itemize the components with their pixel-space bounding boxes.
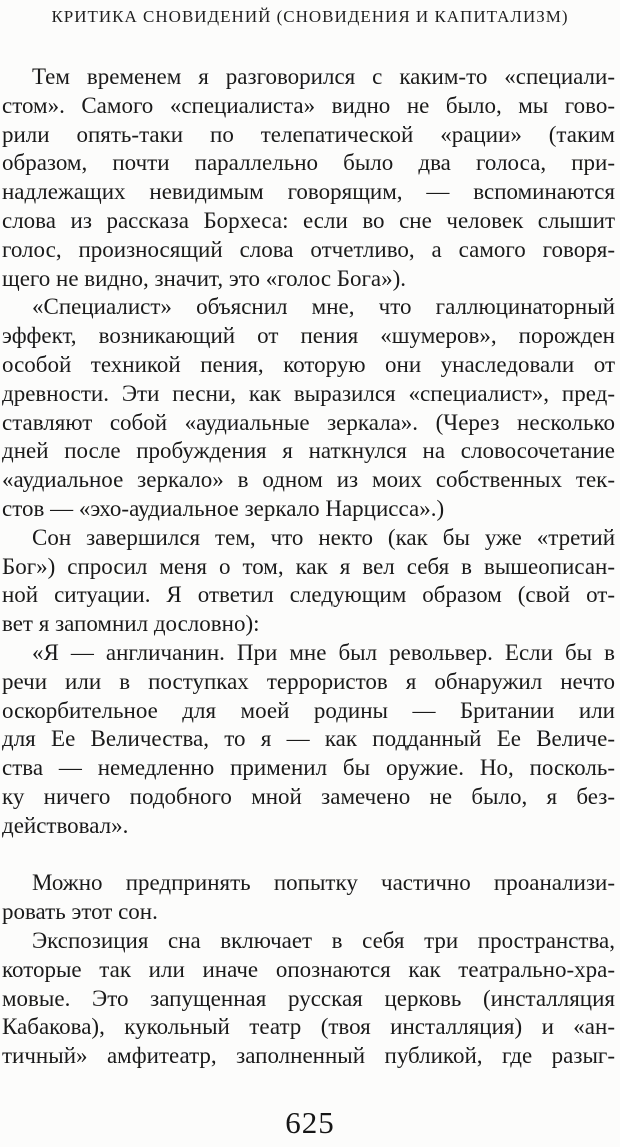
- page-text: [2, 63, 615, 1071]
- text-line: Сон завершился тем, что некто (как бы уже «третий: [32, 524, 615, 550]
- text-line: образом, почти параллельно было два голоса, при-: [2, 150, 615, 176]
- text-line: Экспозиция сна включает в себя три пространства,: [32, 927, 615, 953]
- paragraph: [2, 524, 615, 639]
- text-line: Тем временем я разговорился с каким-то «специали-: [32, 64, 615, 89]
- section-break: [2, 841, 615, 870]
- text-line: вет я запомнил дословно):: [2, 611, 260, 637]
- text-line: эффект, возникающий от пения «шумеров», порожден: [2, 323, 615, 349]
- text-line: стом». Самого «специалиста» видно не было, мы гово-: [2, 92, 615, 118]
- text-line: Можно предпринять попытку частично проанализи-: [32, 870, 615, 896]
- text-line: щего не видно, значит, это «голос Бога»).: [2, 265, 407, 291]
- text-line: оскорбительное для моей родины — Британии или: [2, 697, 615, 723]
- paragraph: [2, 639, 615, 841]
- paragraph: [2, 869, 615, 927]
- text-line: дней после пробуждения я наткнулся на словосочетание: [2, 438, 615, 464]
- text-line: голос, произносящий слова отчетливо, а самого говоря-: [2, 236, 615, 262]
- text-line: тичный» амфитеатр, заполненный публикой, где разыг-: [2, 1043, 615, 1069]
- text-line: ровать этот сон.: [2, 899, 158, 925]
- text-line: Бог») спросил меня о том, как я вел себя в вышеописан-: [2, 553, 615, 579]
- text-line: которые так или иначе опознаются как театрально-хра-: [2, 956, 615, 982]
- text-line: рили опять-таки по телепатической «рации» (таким: [2, 121, 615, 147]
- text-line: «Специалист» объяснил мне, что галлюцинаторный: [32, 294, 615, 320]
- text-line: особой техникой пения, которую они унаследовали от: [2, 351, 615, 377]
- paragraph: [2, 293, 615, 523]
- text-line: надлежащих невидимым говорящим, — вспоминаются: [2, 179, 615, 205]
- page-number: 625: [285, 1104, 335, 1140]
- text-line: «аудиальное зеркало» в одном из моих собственных тек-: [2, 467, 615, 493]
- text-line: ставляют собой «аудиальные зеркала». (Через несколько: [2, 409, 615, 435]
- text-line: ства — немедленно применил бы оружие. Но, посколь-: [2, 755, 615, 781]
- text-line: древности. Эти песни, как выразился «специалист», пред-: [2, 380, 615, 406]
- text-line: ной ситуации. Я ответил следующим образом (свой от-: [2, 582, 615, 608]
- running-header: КРИТИКА СНОВИДЕНИЙ (СНОВИДЕНИЯ И КАПИТАЛИЗМ): [51, 7, 569, 26]
- text-line: действовал».: [2, 812, 129, 838]
- text-line: «Я — англичанин. При мне был револьвер. Если бы в: [32, 639, 615, 665]
- text-line: мовые. Это запущенная русская церковь (инсталляция: [2, 985, 615, 1011]
- text-line: слова из рассказа Борхеса: если во сне человек слышит: [2, 207, 615, 233]
- text-line: Кабакова), кукольный театр (твоя инсталляция) и «ан-: [2, 1014, 615, 1040]
- paragraph: [2, 63, 615, 293]
- text-line: для Ее Величества, то я — как подданный Ее Величе-: [2, 726, 615, 752]
- text-line: ку ничего подобного мной замечено не было, я без-: [2, 783, 615, 809]
- paragraph: [2, 927, 615, 1071]
- text-line: стов — «эхо-аудиальное зеркало Нарцисса».): [2, 495, 445, 521]
- text-line: речи или в поступках террористов я обнаружил нечто: [2, 668, 615, 694]
